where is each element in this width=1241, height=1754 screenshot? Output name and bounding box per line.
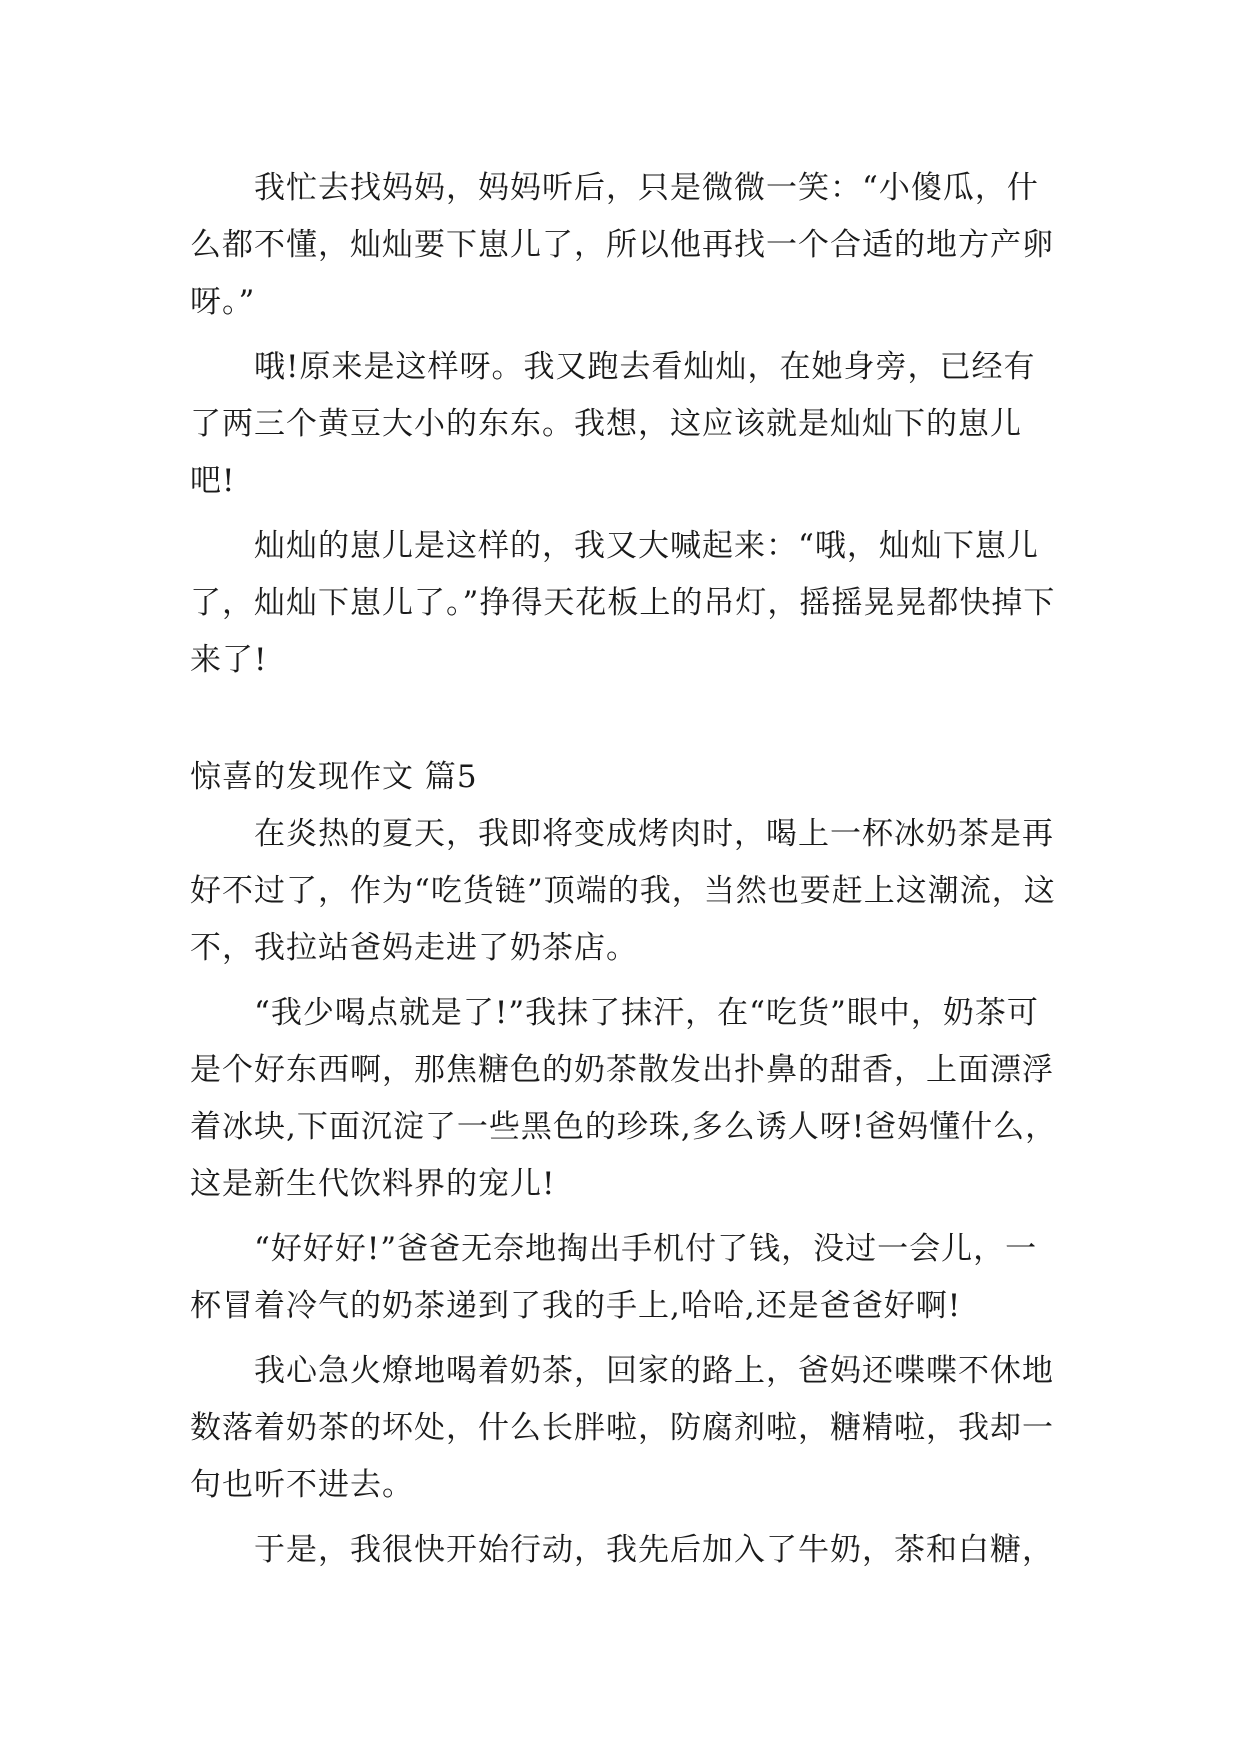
paragraph: 哦!原来是这样呀。我又跑去看灿灿，在她身旁，已经有了两三个黄豆大小的东东。我想，这应该就是灿灿下的崽儿吧! [190,349,1036,499]
paragraph: 于是，我很快开始行动，我先后加入了牛奶，茶和白糖， [254,1532,1054,1568]
paragraph: 我忙去找妈妈，妈妈听后，只是微微一笑：“小傻瓜，什么都不懂，灿灿要下崽儿了，所以他再找一个合适的地方产卵呀。” [190,170,1054,320]
section-heading: 惊喜的发现作文 篇5 [190,759,478,795]
paragraph: 灿灿的崽儿是这样的，我又大喊起来：“哦，灿灿下崽儿了，灿灿下崽儿了。”挣得天花板上的吊灯，摇摇晃晃都快掉下来了! [190,528,1056,678]
paragraph: “我少喝点就是了!”我抹了抹汗，在“吃货”眼中，奶茶可是个好东西啊，那焦糖色的奶茶散发出扑鼻的甜香，上面漂浮着冰块,下面沉淀了一些黑色的珍珠,多么诱人呀!爸妈懂什么，这是新生代饮料界的宠儿! [190,995,1058,1202]
document-body [190,160,1060,1587]
paragraph: “好好好!”爸爸无奈地掏出手机付了钱，没过一会儿，一杯冒着冷气的奶茶递到了我的手上,哈哈,还是爸爸好啊! [190,1231,1038,1324]
paragraph: 在炎热的夏天，我即将变成烤肉时，喝上一杯冰奶茶是再好不过了，作为“吃货链”顶端的我，当然也要赶上这潮流，这不，我拉站爸妈走进了奶茶店。 [190,816,1056,966]
paragraph: 我心急火燎地喝着奶茶，回家的路上，爸妈还喋喋不休地数落着奶茶的坏处，什么长胖啦，防腐剂啦，糖精啦，我却一句也听不进去。 [190,1353,1054,1503]
